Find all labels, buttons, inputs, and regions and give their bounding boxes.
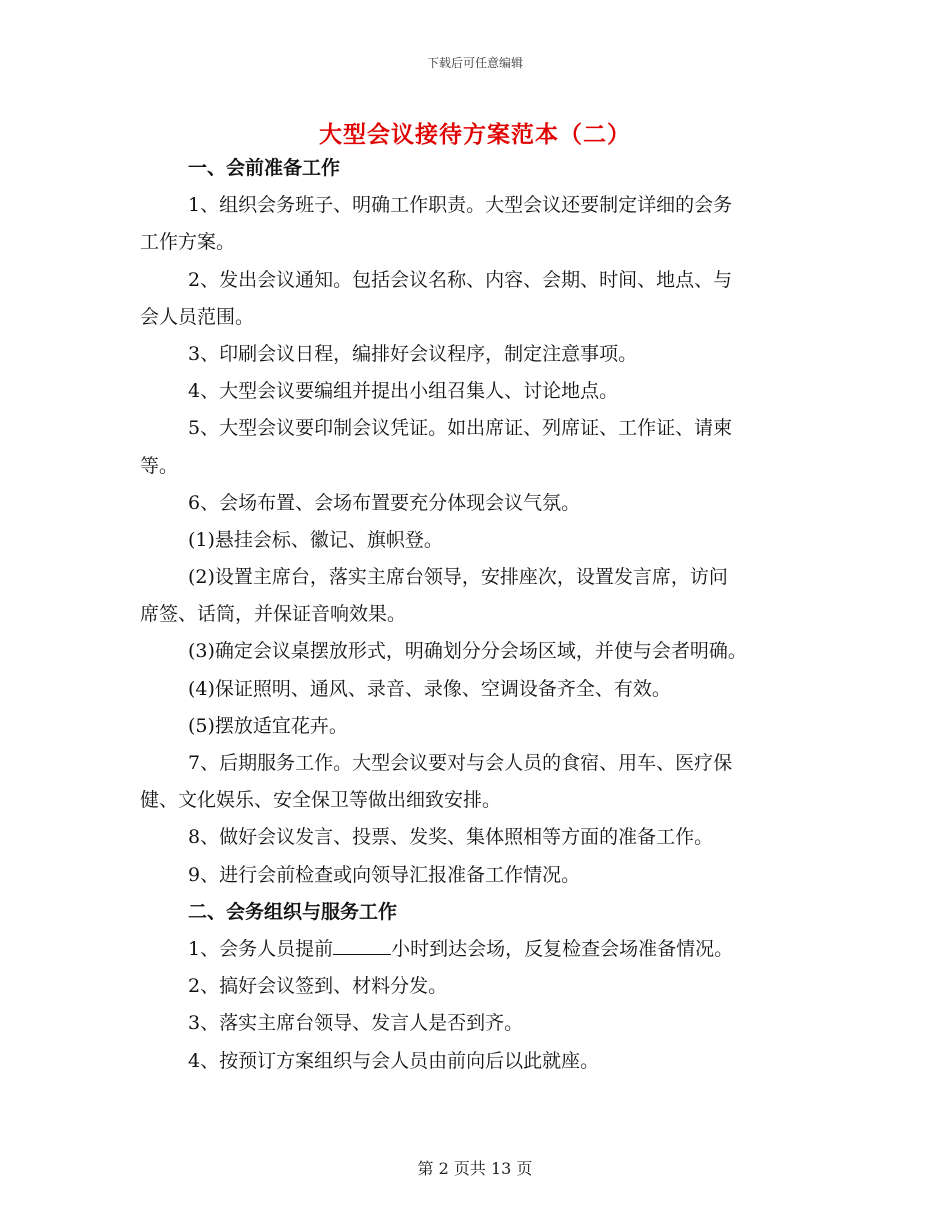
section-heading: 一、会前准备工作 (188, 157, 341, 179)
paragraph-line-with-blank (140, 931, 820, 968)
paragraph-continuation: 会人员范围。 (140, 305, 255, 328)
paragraph-line: 5、大型会议要印制会议凭证。如出席证、列席证、工作证、请柬 (188, 417, 733, 440)
section-heading: 二、会务组织与服务工作 (188, 900, 398, 923)
paragraph-line: 8、做好会议发言、投票、发奖、集体照相等方面的准备工作。 (188, 826, 714, 849)
paragraph-line: (1)悬挂会标、徽记、旗帜登。 (188, 528, 443, 551)
text-before-blank: 1、会务人员提前 (188, 937, 334, 960)
text-after-blank: 小时到达会场，反复检查会场准备情况。 (391, 937, 734, 960)
paragraph-continuation: 席签、话筒，并保证音响效果。 (140, 603, 407, 626)
paragraph-line: 2、搞好会议签到、材料分发。 (188, 975, 448, 998)
paragraph-continuation: 健、文化娱乐、安全保卫等做出细致安排。 (140, 789, 502, 812)
paragraph-continuation: 等。 (140, 454, 179, 477)
paragraph-line: 4、大型会议要编组并提出小组召集人、讨论地点。 (188, 380, 619, 403)
paragraph-line: 3、落实主席台领导、发言人是否到齐。 (188, 1012, 524, 1035)
paragraph-line: (2)设置主席台，落实主席台领导，安排座次，设置发言席，访问 (188, 566, 728, 589)
paragraph-line: (3)确定会议桌摆放形式，明确划分分会场区域，并使与会者明确。 (188, 640, 747, 663)
paragraph-line: 3、印刷会议日程，编排好会议程序，制定注意事项。 (188, 342, 638, 365)
paragraph-line: 6、会场布置、会场布置要充分体现会议气氛。 (188, 491, 581, 514)
paragraph-line: 7、后期服务工作。大型会议要对与会人员的食宿、用车、医疗保 (188, 752, 733, 774)
paragraph-line: (4)保证照明、通风、录音、录像、空调设备齐全、有效。 (188, 677, 671, 700)
document-body (140, 150, 820, 1080)
document-title: 大型会议接待方案范本（二） (319, 121, 631, 148)
paragraph-line: 4、按预订方案组织与会人员由前向后以此就座。 (188, 1049, 600, 1072)
page-footer: 第 2 页共 13 页 (417, 1159, 533, 1178)
fill-in-blank (333, 938, 391, 955)
paragraph-line: (5)摆放适宜花卉。 (188, 714, 348, 737)
paragraph-continuation: 工作方案。 (140, 231, 236, 254)
paragraph-line: 9、进行会前检查或向领导汇报准备工作情况。 (188, 863, 581, 886)
paragraph-line: 1、组织会务班子、明确工作职责。大型会议还要制定详细的会务 (188, 194, 733, 217)
paragraph-line: 2、发出会议通知。包括会议名称、内容、会期、时间、地点、与 (188, 268, 733, 291)
header-note: 下载后可任意编辑 (426, 56, 523, 70)
